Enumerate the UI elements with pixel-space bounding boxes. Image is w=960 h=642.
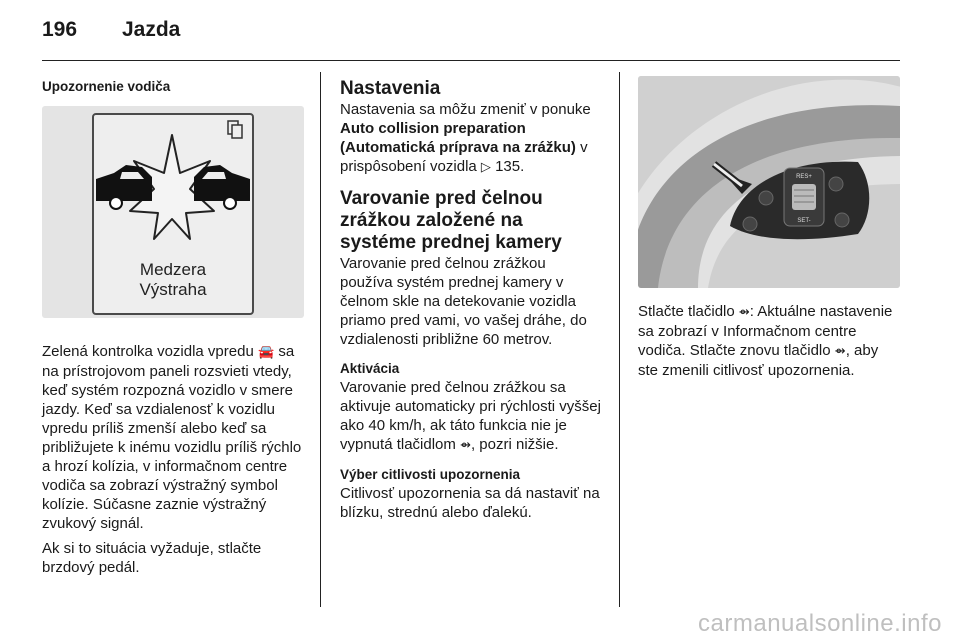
figure-text-gap: Medzera <box>139 260 207 279</box>
watermark-brand: carmanualsonline.info <box>698 610 942 637</box>
steering-wheel-figure <box>638 76 900 288</box>
car-front-icon: 🚘 <box>257 345 275 360</box>
camera-warning-heading: Varovanie pred čelnou zrážkou založené na systéme prednej kamery <box>340 188 562 253</box>
activation-paragraph: Varovanie pred čelnou zrážkou sa aktivuje automaticky pri rýchlosti vyššej ako 40 km/h, ak táto funkcia nie je vypnutá tlačidlom ⇴, pozri nižšie. <box>340 379 601 453</box>
right-paragraph: Stlačte tlačidlo ⇴: Aktuálne nastavenie sa zobrazí v Informačnom centre vodiča. Stlačte znovu tlačidlo ⇴, aby ste zmenili citlivosť upozornenia. <box>638 303 893 379</box>
right-column <box>638 72 900 380</box>
menu-item-name: Auto collision preparation (Automatická príprava na zrážku) <box>340 120 576 156</box>
page-number: 196 <box>42 18 78 41</box>
left-paragraph-1: Zelená kontrolka vozidla vpredu 🚘 sa na prístrojovom paneli rozsvieti vtedy, keď systém rozpozná vozidlo v smere jazdy. Keď sa vzdialenosť k vozidlu vpredu príliš zmenší alebo keď sa približujete k inému vozidlu príliš rýchlo a hrozí kolízia, v informačnom centre vodiča sa zobrazí výstražný symbol kolízie. Súčasne zaznie výstražný zvukový signál. <box>42 343 302 532</box>
column-divider <box>619 72 620 607</box>
settings-intro: Nastavenia sa môžu zmeniť v ponuke Auto collision preparation (Automatická príprava na zrážku) v prispôsobení vozidla ▷ 135. <box>340 101 591 175</box>
collision-symbol-icon <box>94 115 252 313</box>
collision-alert-figure <box>42 106 304 318</box>
following-distance-icon: ⇴ <box>460 438 471 453</box>
following-distance-icon: ⇴ <box>738 305 750 320</box>
activation-heading: Aktivácia <box>340 361 400 376</box>
left-paragraph-2: Ak si to situácia vyžaduje, stlačte brzdový pedál. <box>42 540 262 576</box>
left-column <box>42 72 304 577</box>
following-distance-icon: ⇴ <box>834 344 846 359</box>
figure-text-warning: Výstraha <box>139 280 207 299</box>
section-title: Jazda <box>122 18 181 41</box>
set-label: SET- <box>797 218 811 224</box>
page-header <box>42 18 180 48</box>
steering-wheel-icon <box>638 76 900 288</box>
driver-alert-heading: Upozornenie vodiča <box>42 79 171 94</box>
sensitivity-paragraph: Citlivosť upozornenia sa dá nastaviť na blízku, strednú alebo ďalekú. <box>340 485 600 521</box>
column-divider <box>320 72 321 607</box>
res-label: RES+ <box>796 174 812 180</box>
header-rule <box>42 60 900 61</box>
camera-warning-paragraph: Varovanie pred čelnou zrážkou používa systém prednej kamery v čelnom skle na detekovanie vozidla priamo pred vami, vo vašej dráhe, do vzdialenosti približne 60 metrov. <box>340 255 587 348</box>
sensitivity-heading: Výber citlivosti upozornenia <box>340 467 521 482</box>
middle-column <box>340 72 602 522</box>
settings-title: Nastavenia <box>340 78 441 99</box>
display-frame <box>92 113 254 315</box>
copy-icon <box>228 121 242 138</box>
page-reference-triangle-icon: ▷ <box>480 160 491 175</box>
